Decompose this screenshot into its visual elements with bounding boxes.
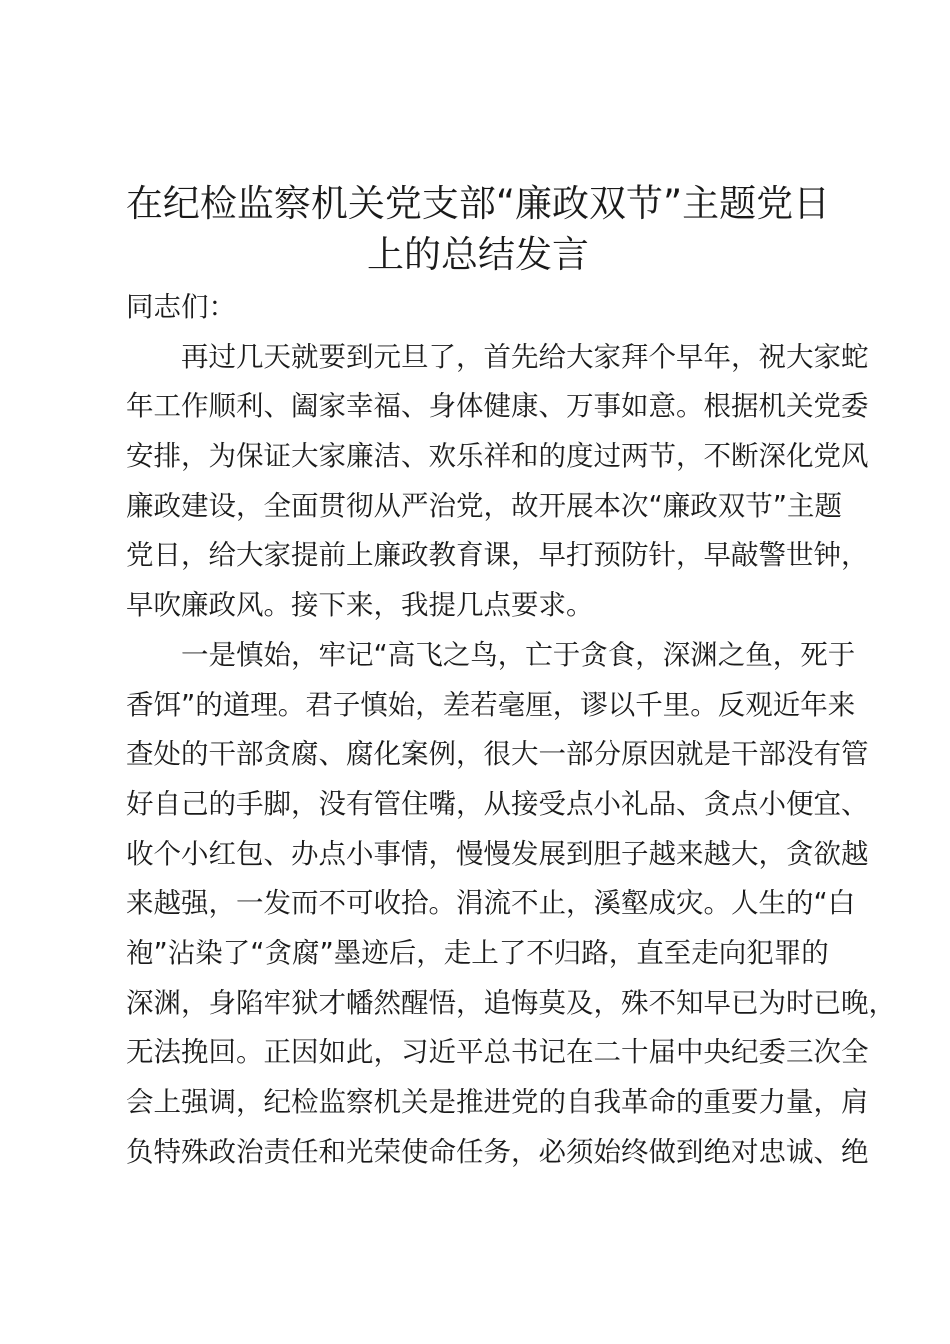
paragraph-line: 年工作顺利、阖家幸福、身体健康、万事如意。根据机关党委 — [126, 390, 869, 423]
document-body — [126, 283, 896, 1177]
document-title — [110, 178, 846, 280]
paragraph-line: 会上强调，纪检监察机关是推进党的自我革命的重要力量，肩 — [126, 1086, 869, 1118]
paragraph-line: 查处的干部贪腐、腐化案例，很大一部分原因就是干部没有管 — [126, 738, 869, 771]
paragraph-line: 好自己的手脚，没有管住嘴，从接受点小礼品、贪点小便宜、 — [126, 787, 869, 820]
paragraph-line: 早吹廉政风。接下来，我提几点要求。 — [126, 589, 594, 622]
paragraph-line: 袍”沾染了“贪腐”墨迹后，走上了不归路，直至走向犯罪的 — [126, 936, 829, 969]
paragraph-line: 收个小红包、办点小事情，慢慢发展到胆子越来越大，贪欲越 — [126, 837, 869, 870]
paragraph-line: 香饵”的道理。君子慎始，差若毫厘，谬以千里。反观近年来 — [126, 688, 856, 721]
paragraph-line: 无法挽回。正因如此，习近平总书记在二十届中央纪委三次全 — [126, 1036, 869, 1069]
paragraph-line: 廉政建设，全面贯彻从严治党，故开展本次“廉政双节”主题 — [126, 489, 842, 522]
paragraph-line: 一是慎始，牢记“高飞之鸟，亡于贪食，深渊之鱼，死于 — [181, 638, 856, 671]
paragraph-line: 深渊，身陷牢狱才幡然醒悟，追悔莫及，殊不知早已为时已晚， — [126, 986, 896, 1019]
paragraph-2 — [126, 631, 896, 1178]
paragraph-line: 来越强，一发而不可收拾。涓流不止，溪壑成灾。人生的“白 — [126, 887, 856, 920]
paragraph-line: 再过几天就要到元旦了，首先给大家拜个早年，祝大家蛇 — [181, 340, 869, 373]
paragraph-line: 党日，给大家提前上廉政教育课，早打预防针，早敲警世钟， — [126, 539, 869, 572]
paragraph-line: 负特殊政治责任和光荣使命任务，必须始终做到绝对忠诚、绝 — [126, 1135, 869, 1168]
title-line-1: 在纪检监察机关党支部“廉政双节”主题党日 — [125, 182, 831, 225]
paragraph-1 — [126, 333, 869, 631]
salutation: 同志们： — [126, 291, 236, 323]
title-line-2: 上的总结发言 — [367, 233, 589, 276]
paragraph-line: 安排，为保证大家廉洁、欢乐祥和的度过两节，不断深化党风 — [126, 440, 869, 473]
